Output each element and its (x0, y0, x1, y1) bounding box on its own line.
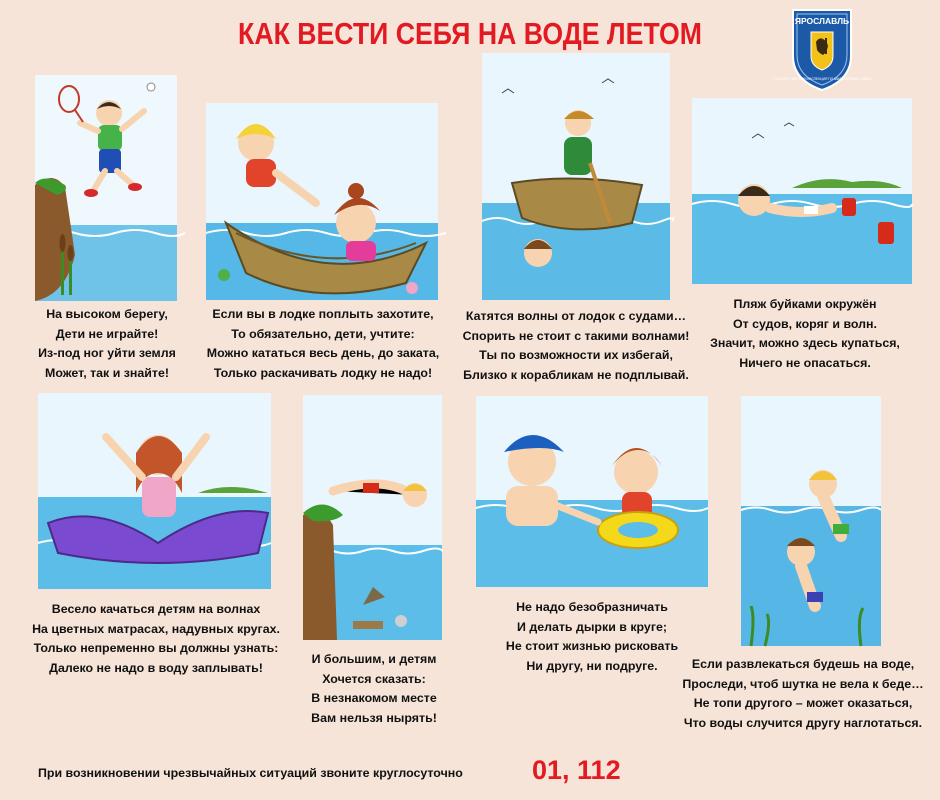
poem-line: Из-под ног уйти земля (38, 346, 176, 361)
poem-line: Весело качаться детям на волнах (51, 602, 261, 616)
poem-line: Если вы в лодке поплыть захотите, (212, 307, 434, 321)
scene-boy-falling-from-cliff (35, 75, 177, 301)
poem-line: Только непременно вы должны узнать: (33, 641, 279, 656)
poem-line: В незнакомом месте (311, 691, 437, 706)
scene-girl-on-air-mattress (38, 393, 271, 589)
poem-line: И большим, и детям (311, 652, 437, 666)
poem-3 (443, 307, 709, 385)
emergency-notice: При возникновении чрезвычайных ситуаций звоните круглосуточно (38, 766, 463, 780)
poem-line: Ты по возможности их избегай, (479, 348, 673, 363)
poem-1 (22, 305, 192, 383)
poem-line: Спорить не стоит с такими волнами! (462, 328, 690, 343)
poem-line: Что воды случится другу наглотаться. (683, 715, 923, 730)
poem-line: Ничего не опасаться. (739, 355, 871, 370)
poem-line: Только раскачивать лодку не надо! (213, 365, 433, 380)
poem-line: Пляж буйками окружён (733, 297, 877, 311)
poem-line: Может, так и знайте! (45, 365, 169, 380)
poem-line: И делать дырки в круге; (516, 619, 667, 634)
poem-line: То обязательно, дети, учтите: (231, 326, 415, 341)
scene-girls-rocking-boat (206, 103, 438, 300)
poem-line: Проследи, чтоб шутка не вела к беде… (682, 676, 924, 691)
poem-line: Дети не играйте! (55, 326, 159, 341)
poem-7 (480, 598, 704, 676)
poem-line: Если развлекаться будешь на воде, (691, 657, 915, 671)
poem-line: Хочется сказать: (322, 671, 426, 686)
emblem-city: ЯРОСЛАВЛЬ (794, 16, 850, 26)
poem-line: Не надо безобразничать (516, 600, 668, 614)
poem-line: Близко к корабликам не подплывай. (463, 367, 689, 382)
poem-line: Значит, можно здесь купаться, (710, 336, 900, 351)
poem-line: Можно кататься весь день, до заката, (206, 346, 440, 361)
poem-8 (672, 655, 934, 733)
yaroslavl-emblem (772, 6, 872, 92)
scene-boy-teasing-girl-with-ring (476, 396, 708, 587)
poem-line: Вам нельзя нырять! (311, 710, 437, 725)
poem-line: Не топи другого – может оказаться, (693, 696, 913, 711)
poem-5 (22, 600, 290, 678)
poem-line: Катятся волны от лодок с судами… (465, 309, 687, 323)
scene-boy-diving-unknown-place (303, 395, 442, 640)
scene-boy-near-rowing-boat (482, 53, 670, 300)
poem-line: Ни другу, ни подруге. (526, 658, 658, 673)
poster-title: КАК ВЕСТИ СЕБЯ НА ВОДЕ ЛЕТОМ (238, 16, 702, 51)
poem-4 (705, 295, 905, 373)
poem-line: На цветных матрасах, надувных кругах. (32, 621, 280, 636)
scene-boys-dunking-underwater (741, 396, 881, 646)
scene-boy-swimming-near-buoys (692, 98, 912, 284)
poem-line: Далеко не надо в воду заплывать! (49, 660, 263, 675)
poem-line: От судов, коряг и волн. (733, 316, 877, 331)
emergency-phone: 01, 112 (532, 755, 621, 785)
poem-2 (200, 305, 446, 383)
poem-line: На высоком берегу, (46, 307, 168, 321)
poem-line: Не стоит жизнью рисковать (505, 639, 679, 654)
emblem-caption: ГОСУДАРСТВЕННАЯ ИНСПЕКЦИЯ ПО МАЛОМЕРНЫМ СУДАМ (772, 77, 872, 81)
poem-6 (295, 650, 453, 728)
